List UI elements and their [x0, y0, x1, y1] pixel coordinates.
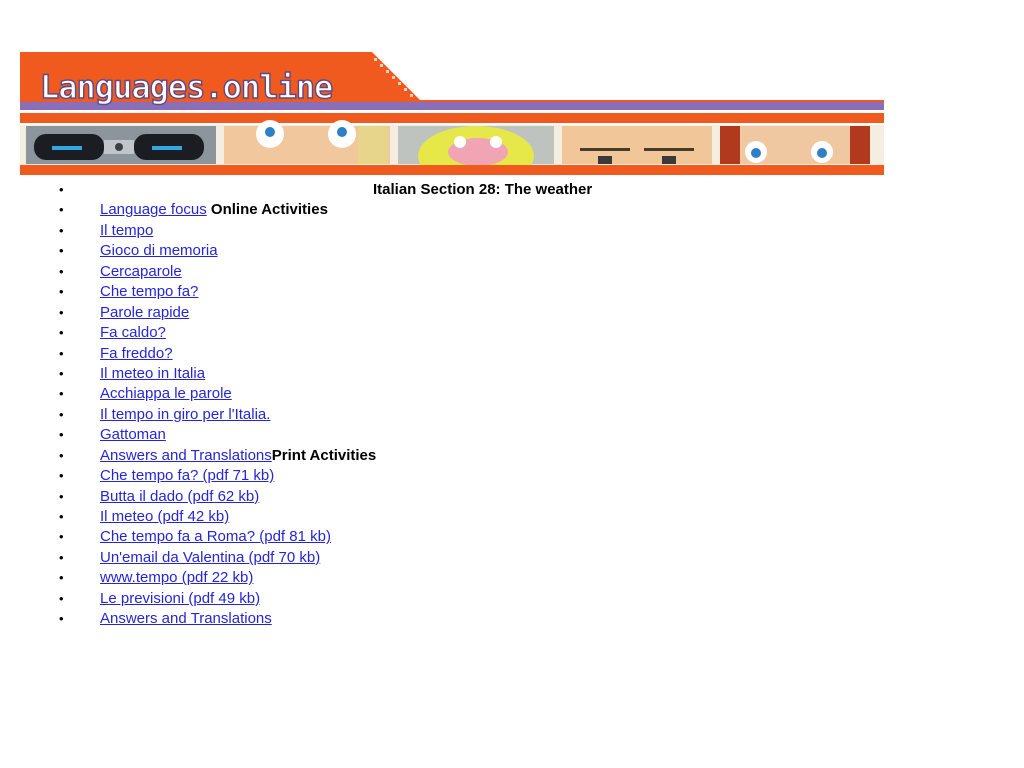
- activity-link[interactable]: Che tempo fa a Roma? (pdf 81 kb): [100, 528, 331, 546]
- activity-list: [0, 180, 1024, 630]
- activity-link[interactable]: Il tempo: [100, 221, 154, 239]
- activity-link[interactable]: Parole rapide: [100, 303, 190, 321]
- activity-link[interactable]: Cercaparole: [100, 262, 182, 280]
- bullet: •: [59, 611, 64, 627]
- activity-link[interactable]: Il meteo in Italia: [100, 364, 206, 382]
- section-label: Print Activities: [271, 446, 377, 464]
- bullet: •: [59, 182, 64, 197]
- banner-graphic: [20, 52, 884, 175]
- list-item-heading: [0, 180, 1024, 200]
- list-item: [0, 241, 1024, 261]
- bullet: •: [59, 365, 64, 381]
- bullet: •: [59, 386, 64, 402]
- bullet: •: [59, 406, 64, 422]
- list-item: [0, 507, 1024, 527]
- activity-link[interactable]: Answers and Translations: [100, 446, 272, 464]
- list-item: [0, 384, 1024, 404]
- bullet: •: [59, 549, 64, 565]
- list-item: [0, 200, 1024, 220]
- bullet: •: [59, 509, 64, 524]
- activity-link[interactable]: www.tempo (pdf 22 kb): [100, 569, 254, 587]
- bullet: •: [59, 529, 64, 545]
- list-item: [0, 221, 1024, 241]
- list-item: [0, 425, 1024, 445]
- activity-link[interactable]: Il meteo (pdf 42 kb): [100, 508, 230, 525]
- list-item: [0, 466, 1024, 486]
- list-item: [0, 527, 1024, 547]
- section-label: Online Activities: [206, 201, 328, 219]
- list-item: [0, 262, 1024, 282]
- activity-link[interactable]: Acchiappa le parole: [100, 385, 232, 403]
- list-item: [0, 364, 1024, 384]
- list-item: [0, 568, 1024, 588]
- list-item: [0, 405, 1024, 425]
- list-item: [0, 446, 1024, 466]
- bullet: •: [59, 263, 64, 279]
- list-item: [0, 487, 1024, 507]
- bullet: •: [59, 570, 64, 586]
- list-item: [0, 609, 1024, 629]
- activity-link[interactable]: Che tempo fa? (pdf 71 kb): [100, 467, 275, 485]
- list-item: [0, 589, 1024, 609]
- bullet: •: [59, 488, 64, 504]
- bullet: •: [59, 243, 64, 259]
- bullet: •: [59, 325, 64, 341]
- activity-link[interactable]: Fa freddo?: [100, 344, 173, 362]
- bullet: •: [59, 345, 64, 361]
- list-item: [0, 548, 1024, 568]
- activity-link[interactable]: Il tempo in giro per l'Italia.: [100, 405, 271, 423]
- site-banner: [20, 52, 884, 175]
- list-item: [0, 323, 1024, 343]
- activity-link[interactable]: Gattoman: [100, 426, 166, 444]
- bullet: •: [59, 304, 64, 320]
- activity-link[interactable]: Che tempo fa?: [100, 283, 199, 301]
- list-item: [0, 344, 1024, 364]
- activity-link[interactable]: Gioco di memoria: [100, 242, 218, 260]
- bullet: •: [59, 468, 64, 484]
- bullet: •: [59, 590, 64, 606]
- list-item: [0, 303, 1024, 323]
- activity-link[interactable]: Un'email da Valentina (pdf 70 kb): [100, 548, 321, 566]
- page-title: Italian Section 28: The weather: [373, 181, 593, 198]
- activity-link[interactable]: Le previsioni (pdf 49 kb): [100, 589, 261, 607]
- bullet: •: [59, 222, 64, 238]
- activity-link[interactable]: Butta il dado (pdf 62 kb): [100, 487, 260, 505]
- activity-link[interactable]: Answers and Translations: [100, 610, 272, 628]
- activity-link[interactable]: Fa caldo?: [100, 324, 166, 342]
- activity-link[interactable]: Language focus: [100, 201, 207, 219]
- site-logo: Languages.online: [40, 68, 333, 106]
- bullet: •: [59, 284, 64, 300]
- bullet: •: [59, 202, 64, 218]
- bullet: •: [59, 427, 64, 443]
- list-item: [0, 282, 1024, 302]
- bullet: •: [59, 447, 64, 463]
